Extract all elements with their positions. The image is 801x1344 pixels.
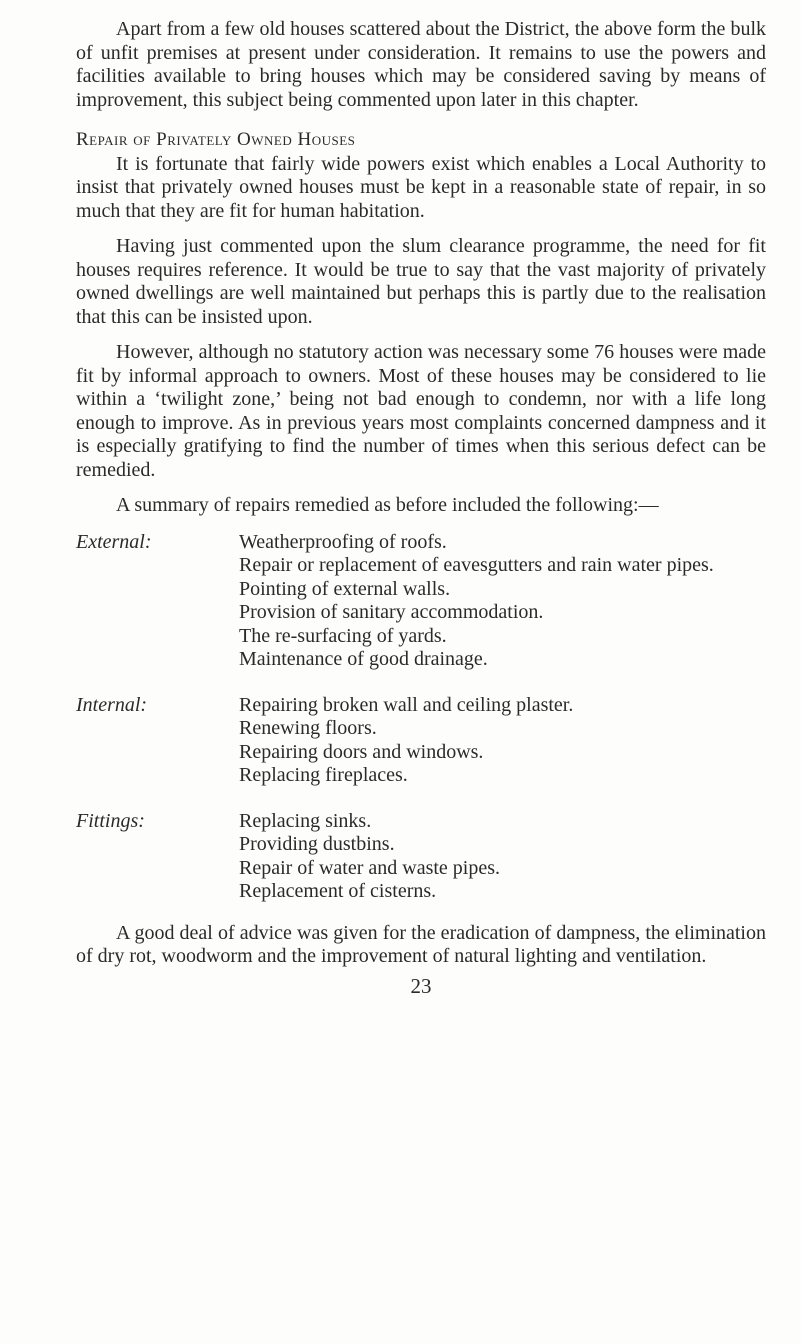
repair-lists [76, 531, 766, 904]
list-item: Maintenance of good drainage. [239, 648, 488, 670]
list-item: Replacing fireplaces. [239, 764, 408, 786]
list-item: Providing dustbins. [239, 833, 395, 855]
repair-group-internal [76, 694, 766, 788]
list-item: Provision of sanitary accommodation. [239, 601, 544, 623]
group-label: Internal: [76, 693, 148, 716]
page-number: 23 [410, 973, 432, 998]
list-item: Repair or replacement of eavesgutters and rain water pipes. [239, 554, 714, 576]
list-item: The re-surfacing of yards. [239, 624, 447, 647]
list-item: Weatherproofing of roofs. [239, 530, 447, 553]
list-item: Pointing of external walls. [239, 577, 451, 600]
paragraph-summary-intro: A summary of repairs remedied as before included the following:— [116, 494, 659, 516]
group-items [239, 531, 766, 672]
repair-group-external [76, 531, 766, 672]
repair-group-fittings [76, 810, 766, 904]
list-item: Repair of water and waste pipes. [239, 856, 501, 879]
paragraph-slum-clearance: Having just commented upon the slum clearance programme, the need for fit houses requires reference. It would be true to say that the vast majority of privately owned dwellings are well maintained but perhaps this is partly due to the realisation that this can be insisted upon. [76, 235, 766, 328]
group-label: Fittings: [76, 809, 145, 832]
closing-paragraph: A good deal of advice was given for the eradication of dampness, the elimination of dry rot, woodworm and the improvement of natural lighting and ventilation. [76, 921, 766, 967]
document-page [76, 18, 766, 998]
list-item: Repairing broken wall and ceiling plaster. [239, 693, 574, 716]
list-item: Repairing doors and windows. [239, 740, 484, 763]
list-item: Replacement of cisterns. [239, 880, 437, 902]
group-items [239, 810, 766, 904]
list-item: Replacing sinks. [239, 809, 372, 832]
group-items [239, 694, 766, 788]
section-heading: Repair of Privately Owned Houses [76, 129, 356, 150]
paragraph-powers: It is fortunate that fairly wide powers exist which enables a Local Authority to insist that privately owned houses must be kept in a reasonable state of repair, in so much that they are fit for human habitation. [76, 152, 766, 222]
intro-paragraph: Apart from a few old houses scattered about the District, the above form the bulk of unfit premises at present under consideration. It remains to use the powers and facilities available to bring houses which may be considered saving by means of improvement, this subject being commented upon later in this chapter. [76, 18, 766, 111]
list-item: Renewing floors. [239, 717, 377, 739]
group-label: External: [76, 530, 152, 553]
paragraph-informal-action: However, although no statutory action was necessary some 76 houses were made fit by informal approach to owners. Most of these houses may be considered to lie within a ‘twilight zone,’ being not bad enough to condemn, nor with a life long enough to improve. As in previous years most complaints concerned dampness and it is especially gratifying to find the number of times when this serious defect can be remedied. [76, 341, 766, 481]
